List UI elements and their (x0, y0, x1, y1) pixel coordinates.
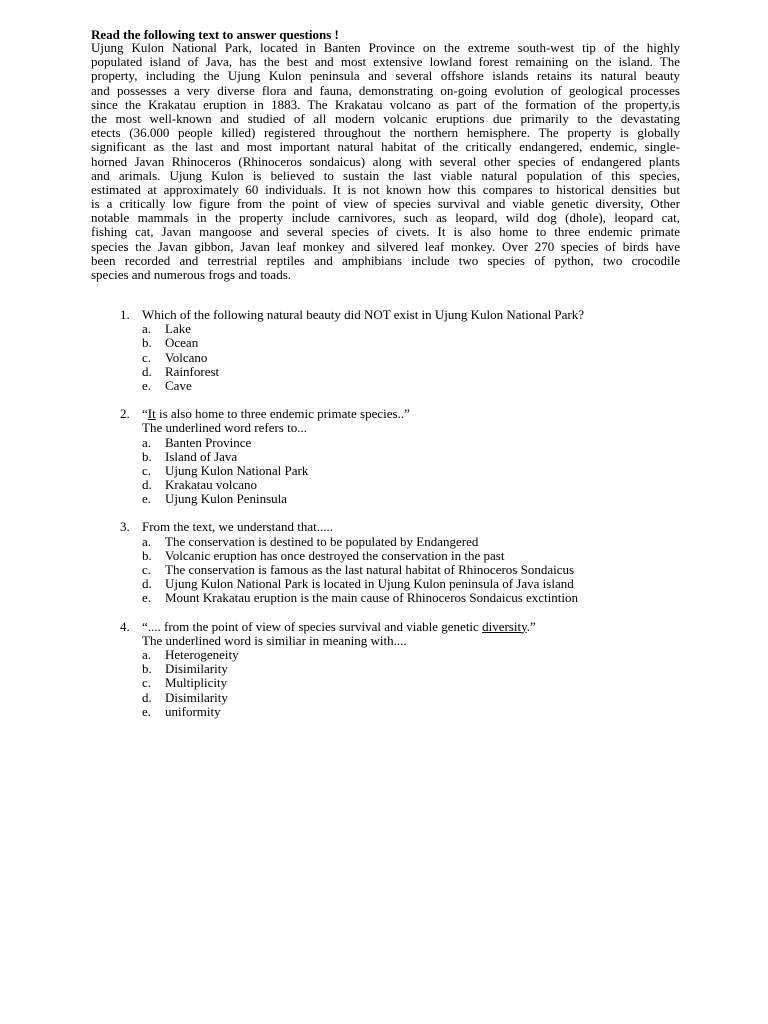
option-letter: a. (142, 533, 152, 549)
option-text: Krakatau volcano (165, 477, 258, 493)
option-text: Disimilarity (165, 661, 228, 677)
option-d (120, 577, 680, 591)
passage-line: fishing cat, Javan mangoose and several species of civets. It is also home to three endemic primate (91, 224, 680, 240)
option-text: Multiplicity (165, 675, 228, 691)
option-letter: d. (142, 363, 152, 379)
option-c (120, 464, 680, 478)
reading-passage (91, 41, 680, 282)
option-e (120, 705, 680, 719)
option-d (120, 691, 680, 705)
passage-line: species the Javan gibbon, Javan leaf monkey and silvered leaf monkey. Over 270 species of birds have (91, 238, 680, 254)
option-text: Heterogeneity (165, 646, 239, 662)
quote-open: “ (142, 406, 148, 422)
option-letter: b. (142, 448, 152, 464)
option-text: Cave (165, 377, 192, 393)
option-a (120, 436, 680, 450)
option-letter: b. (142, 547, 152, 563)
option-letter: e. (142, 377, 152, 393)
question-text (142, 620, 536, 634)
passage-line: estimated at approximately 60 individuals. It is not known how this compares to historical densities but (91, 181, 680, 197)
passage-line: populated island of Java, has the best and most extensive lowland forest remaining on the island. The (91, 54, 680, 70)
option-text: Lake (165, 321, 191, 337)
option-a (120, 648, 680, 662)
question-text: Which of the following natural beauty did NOT exist in Ujung Kulon National Park? (142, 307, 585, 322)
option-e (120, 492, 680, 506)
option-list (120, 436, 680, 507)
option-list (120, 648, 680, 719)
passage-line: property, including the Ujung Kulon peninsula and several offshore islands retains its natural beauty (91, 68, 680, 84)
option-letter: a. (142, 434, 152, 450)
question-row (120, 407, 680, 421)
question-2 (120, 407, 680, 506)
question-number: 1. (120, 307, 130, 322)
option-letter: d. (142, 689, 152, 705)
underlined-word: diversity (482, 618, 527, 634)
question-text: From the text, we understand that..... (142, 519, 333, 535)
passage-line: etects (36.000 people killed) registered throughout the northern hemisphere. The property is globally (91, 125, 680, 141)
passage-line: horned Javan Rhinoceros (Rhinoceros sondaicus) along with several other species of endangered plants (91, 153, 680, 169)
option-letter: e. (142, 590, 152, 606)
option-letter: d. (142, 576, 152, 592)
underlined-word: It (147, 406, 156, 422)
question-3 (120, 520, 680, 605)
option-c (120, 676, 680, 690)
option-a (120, 322, 680, 336)
passage-line: species and numerous frogs and toads. (91, 267, 292, 282)
option-text: Banten Province (165, 434, 252, 450)
option-letter: b. (142, 661, 152, 677)
option-text: Disimilarity (165, 689, 228, 705)
option-list (120, 535, 680, 606)
question-number: 3. (120, 519, 130, 535)
question-subtext-row (120, 421, 680, 435)
question-text (142, 407, 410, 421)
option-text: Mount Krakatau eruption is the main cause of Rhinoceros Sondaicus exctintion (165, 590, 579, 606)
passage-line: is a critically low figure from the point of view of species survival and viable genetic diversity, Other (91, 196, 680, 212)
option-letter: b. (142, 335, 152, 351)
option-d (120, 478, 680, 492)
option-b (120, 450, 680, 464)
question-number: 4. (120, 618, 130, 634)
quote-rest: is also home to three endemic primate species..” (155, 406, 410, 422)
option-letter: c. (142, 562, 152, 577)
question-row (120, 308, 680, 322)
passage-line: been recorded and terrestrial reptiles and amphibians include two species of python, two crocodile (91, 252, 680, 268)
option-letter: c. (142, 675, 152, 691)
option-letter: e. (142, 491, 152, 507)
option-text: The conservation is famous as the last natural habitat of Rhinoceros Sondaicus (165, 562, 575, 577)
passage-line: Ujung Kulon National Park, located in Banten Province on the extreme south-west tip of the highly (91, 40, 680, 55)
option-list (120, 322, 680, 393)
option-letter: c. (142, 462, 152, 478)
option-text: Volcanic eruption has once destroyed the conservation in the past (165, 547, 505, 563)
passage-line: notable mammals in the property include carnivores, such as leopard, wild dog (dhole), leopard cat, (91, 210, 680, 226)
question-row (120, 620, 680, 634)
option-text: Volcano (165, 349, 208, 365)
option-letter: a. (142, 321, 152, 337)
question-subtext: The underlined word refers to... (142, 420, 307, 436)
option-letter: a. (142, 646, 152, 662)
instructions-heading: Read the following text to answer questions ! (91, 27, 339, 42)
option-letter: d. (142, 477, 152, 493)
question-subtext-row (120, 634, 680, 648)
option-text: Ujung Kulon National Park (165, 462, 309, 478)
option-text: Ujung Kulon Peninsula (165, 491, 288, 507)
option-text: Rainforest (165, 363, 220, 379)
option-d (120, 365, 680, 379)
option-b (120, 336, 680, 350)
option-text: Ocean (165, 335, 199, 351)
option-c (120, 563, 680, 577)
option-text: Island of Java (165, 448, 238, 464)
option-e (120, 379, 680, 393)
option-text: The conservation is destined to be populated by Endangered (165, 533, 479, 549)
passage-line: and possesses a very diverse flora and fauna, demonstrating on-going evolution of geological processes (91, 82, 680, 98)
passage-line: since the Krakatau eruption in 1883. The Krakatau volcano as part of the formation of the property,is (91, 96, 680, 112)
question-number: 2. (120, 406, 130, 422)
passage-line: significant as the last and most important natural habitat of the critically endangered, endemic, single- (91, 139, 680, 155)
option-letter: c. (142, 349, 152, 365)
option-letter: e. (142, 703, 152, 719)
question-4 (120, 620, 680, 719)
quote-rest: .” (526, 618, 536, 634)
option-text: uniformity (165, 703, 221, 719)
option-c (120, 351, 680, 365)
option-b (120, 662, 680, 676)
question-subtext: The underlined word is similiar in meaning with.... (142, 632, 407, 648)
option-e (120, 591, 680, 605)
question-list (120, 308, 680, 733)
passage-line: and arimals. Ujung Kulon is believed to sustain the last viable natural population of this species, (91, 167, 680, 183)
option-text: Ujung Kulon National Park is located in Ujung Kulon peninsula of Java island (165, 576, 574, 592)
option-a (120, 535, 680, 549)
passage-line: the most well-known and studied of all modern volcanic eruptions due primarily to the devastating (91, 110, 680, 126)
question-1 (120, 308, 680, 393)
option-b (120, 549, 680, 563)
question-row (120, 520, 680, 534)
quote-open: “.... from the point of view of species survival and viable genetic (142, 618, 483, 634)
